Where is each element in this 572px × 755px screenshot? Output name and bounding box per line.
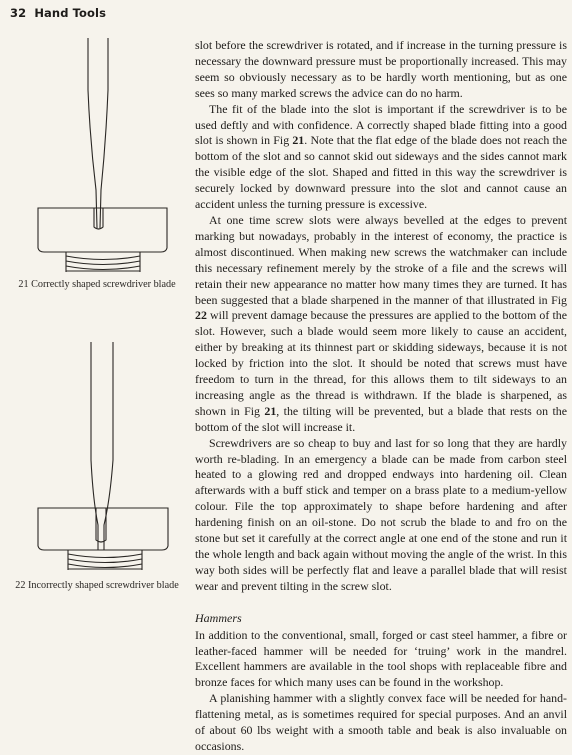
figure-ref-22: 22	[195, 308, 207, 323]
paragraph-1: slot before the screwdriver is rotated, and if increase in the turning pressure is necessary the downward pressure must be proportionally increased. This may seem so obviously necessary as to be hardly worth mentioning, but as one sees so many marked screws the advice can do no harm.	[195, 38, 567, 100]
paragraph-3: At one time screw slots were always bevelled at the edges to prevent marking but nowadays, probably in the interest of economy, the practice is almost discontinued. When making new screws the watchmaker can include this necessary refinement merely by the stroke of a file and the screws will retain their new appearance no matter how many times they are turned. It has been suggested that a blade sharpened in the manner of that illustrated in Fig 22 will prevent damage because the pressures are applied to the bottom of the slot. However, such a blade would seem more likely to cause an accident, either by breaking at its thinnest part or skidding sideways, because it is not locked by friction into the slot. It should be noted that screws must have freedom to turn in the thread, for this allows them to tilt sideways to an increasing angle as the thread is withdrawn. If the blade is sharpened, as shown in Fig 21, the tilting will be prevented, but a blade that rests on the bottom of the slot will increase it.	[195, 212, 567, 434]
page-number: 32	[10, 6, 27, 20]
running-header	[10, 6, 110, 20]
running-title: Hand Tools	[34, 6, 107, 20]
paragraph-4: Screwdrivers are so cheap to buy and last for so long that they are hardly worth re-blading. In an emergency a blade can be made from carbon steel heated to a glowing red and dropped endways into hardening oil. Clean afterwards with a buff stick and temper on a brass plate to a medium-yellow colour. File the top approximately to shape before hardening and after hardening finish on an oil-stone. Do not scrub the blade to and fro on the stone but set it carefully at the correct angle at one end of the stone and run it the whole length and back again without moving the angle of the wrist. In this way both sides will be perfectly flat and leave a parallel blade that will resist wear and prevent tilting in the screw slot.	[195, 435, 567, 593]
figure-21-illustration	[30, 30, 180, 275]
figure-21-caption-text: Correctly shaped screwdriver blade	[31, 279, 176, 290]
figure-ref-21: 21	[292, 133, 305, 148]
section-heading-hammers: Hammers	[195, 610, 242, 625]
figure-21-caption	[8, 279, 186, 290]
paragraph-5: In addition to the conventional, small, forged or cast steel hammer, a fibre or leather-faced hammer will be needed for ‘truing’ work in the mandrel. Excellent hammers are available in the tool shops with replaceable fibre and bronze faces for which many uses can be found in the workshop.	[195, 627, 567, 690]
figure-22-number: 22	[15, 580, 26, 591]
figure-22-caption	[8, 580, 186, 591]
body-text	[195, 38, 567, 755]
figure-22-caption-text: Incorrectly shaped screwdriver blade	[27, 580, 179, 591]
figure-21-number: 21	[18, 279, 29, 290]
figure-22-illustration	[30, 340, 180, 572]
paragraph-2: The fit of the blade into the slot is important if the screwdriver is to be used deftly and with confidence. A correctly shaped blade fitting into a good slot is shown in Fig 21. Note that the flat edge of the blade does not reach the bottom of the slot and so cannot skid out sideways and the sides cannot mark the visible edge of the slot. Shaped and fitted in this way the screwdriver is securely locked by downward pressure into the slot and cannot cause an accident unless the turning pressure is excessive.	[195, 101, 568, 212]
paragraph-6: A planishing hammer with a slightly convex face will be needed for hand-flattening metal, as is sometimes required for special purposes. And an anvil of about 60 lbs weight with a smooth table and beak is also invaluable on occasions.	[195, 691, 567, 753]
figure-ref-21b: 21	[264, 403, 277, 418]
